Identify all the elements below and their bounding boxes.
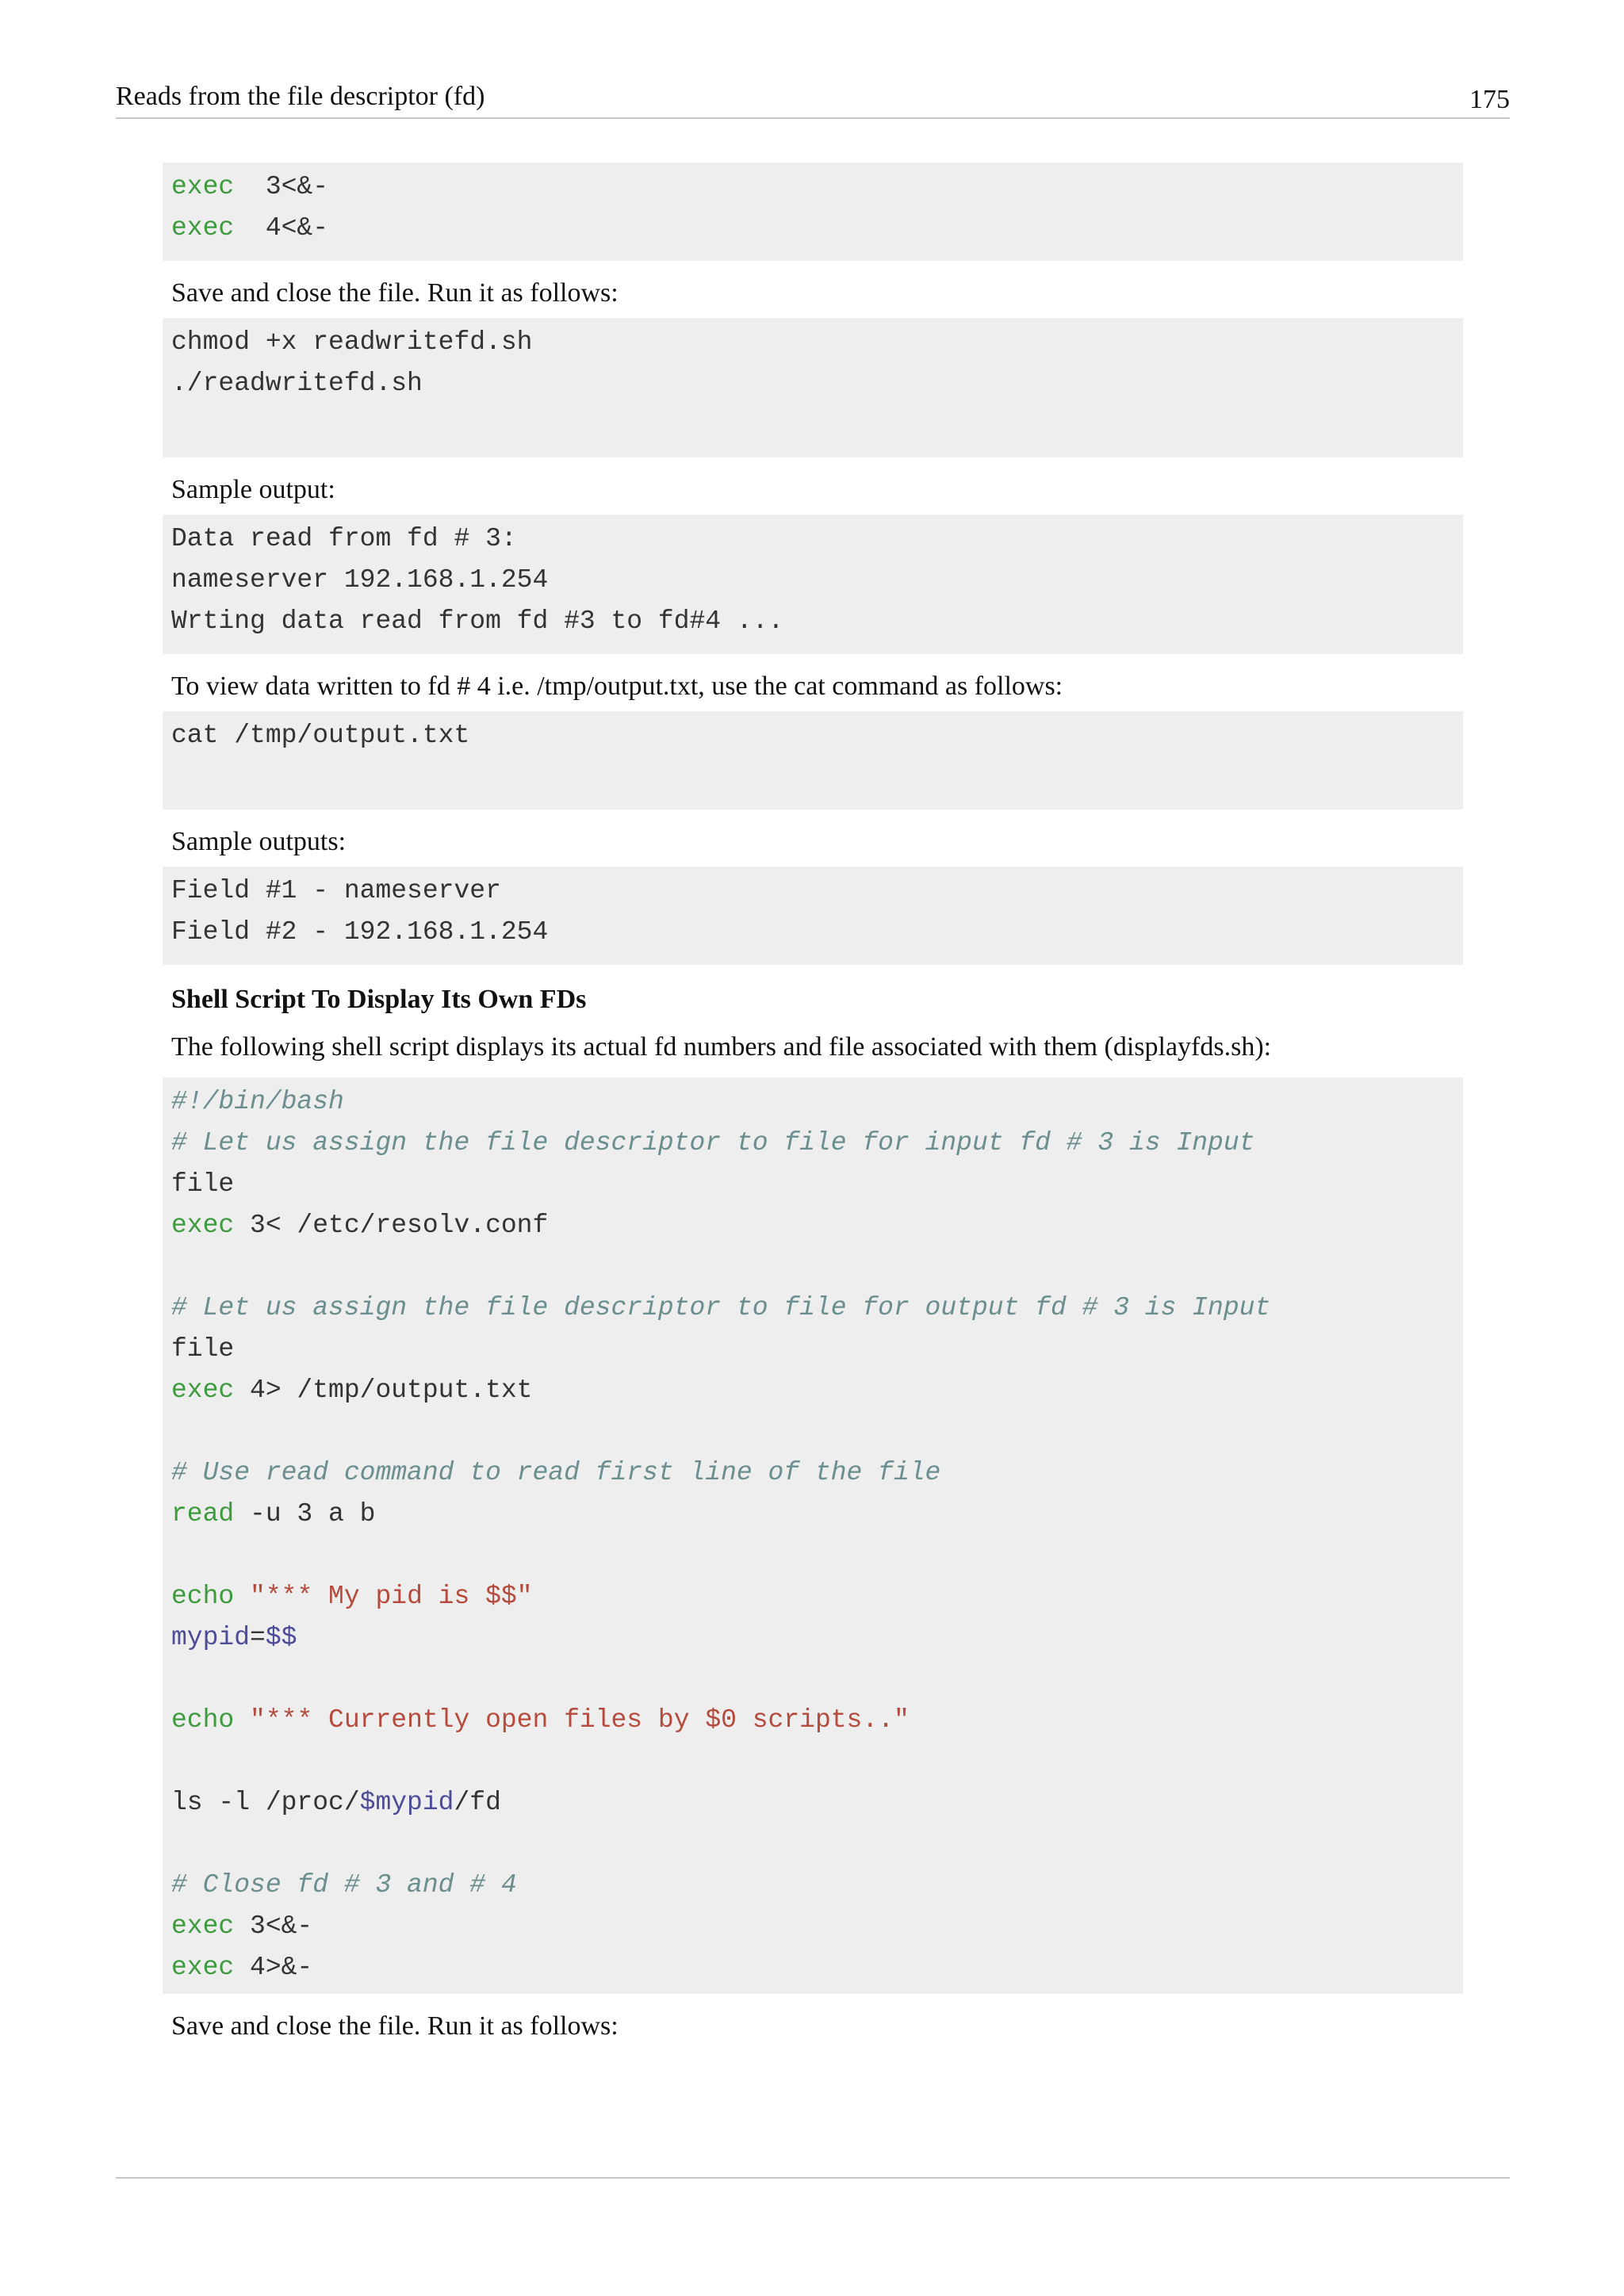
code-comment: #!/bin/bash <box>171 1087 344 1116</box>
code-keyword: exec <box>171 213 235 243</box>
code-text: 3<&- <box>234 1911 313 1941</box>
code-line <box>171 1081 1454 1123</box>
code-text: = <box>250 1623 266 1652</box>
code-text: ./readwritefd.sh <box>171 369 423 398</box>
code-line <box>171 715 1454 756</box>
code-text: 4<&- <box>234 213 329 243</box>
code-text <box>234 1582 250 1611</box>
code-line <box>171 871 1454 912</box>
paragraph-save-close-2: Save and close the file. Run it as follows: <box>171 2011 619 2041</box>
code-block-close-fds <box>163 163 1463 261</box>
code-line <box>171 1411 1454 1452</box>
code-line <box>171 1617 1454 1659</box>
code-line <box>171 1782 1454 1823</box>
code-text: /fd <box>454 1788 501 1817</box>
code-text: 4> /tmp/output.txt <box>234 1376 533 1405</box>
code-string: "*** My pid is $$" <box>250 1582 533 1611</box>
code-line <box>171 1205 1454 1246</box>
code-keyword: echo <box>171 1705 235 1735</box>
code-line <box>171 601 1454 642</box>
code-line <box>171 756 1454 798</box>
code-text: Field #1 - nameserver <box>171 876 501 905</box>
code-line <box>171 1947 1454 1988</box>
footer-rule <box>116 2177 1510 2179</box>
running-header-title: Reads from the file descriptor (fd) <box>116 82 485 111</box>
code-line <box>171 1329 1454 1370</box>
code-line <box>171 1123 1454 1164</box>
code-line <box>171 1370 1454 1411</box>
code-line <box>171 1823 1454 1865</box>
code-line <box>171 404 1454 446</box>
code-block-run-commands <box>163 318 1463 457</box>
code-line <box>171 1700 1454 1741</box>
paragraph-view-data: To view data written to fd # 4 i.e. /tmp/output.txt, use the cat command as follows: <box>171 672 1063 701</box>
code-text: Wrting data read from fd #3 to fd#4 ... <box>171 607 784 636</box>
code-line <box>171 1288 1454 1329</box>
code-keyword: exec <box>171 172 235 201</box>
code-string: "*** Currently open files by $0 scripts.." <box>250 1705 910 1735</box>
code-text: Data read from fd # 3: <box>171 524 517 553</box>
paragraph-script-intro: The following shell script displays its actual fd numbers and file associated with them (displayfds.sh): <box>171 1032 1272 1062</box>
code-line <box>171 166 1454 208</box>
code-text: ls -l /proc/ <box>171 1788 360 1817</box>
code-line <box>171 519 1454 560</box>
code-block-cat-command <box>163 711 1463 809</box>
code-text: file <box>171 1334 235 1364</box>
code-keyword: exec <box>171 1953 235 1982</box>
code-line <box>171 208 1454 249</box>
code-block-sample-output <box>163 515 1463 654</box>
code-text: cat /tmp/output.txt <box>171 721 470 750</box>
code-text: file <box>171 1169 235 1199</box>
code-comment: # Let us assign the file descriptor to file for input fd # 3 is Input <box>171 1128 1255 1158</box>
code-line <box>171 1576 1454 1617</box>
code-line <box>171 912 1454 953</box>
code-line <box>171 1246 1454 1288</box>
code-keyword: exec <box>171 1211 235 1240</box>
paragraph-sample-output: Sample output: <box>171 475 335 504</box>
code-keyword: exec <box>171 1376 235 1405</box>
page-number: 175 <box>1469 85 1510 114</box>
page-content <box>163 163 1463 2051</box>
code-text: nameserver 192.168.1.254 <box>171 565 549 595</box>
code-variable: $$ <box>265 1623 297 1652</box>
code-line <box>171 560 1454 601</box>
code-text: 4>&- <box>234 1953 313 1982</box>
code-variable: $mypid <box>359 1788 454 1817</box>
code-comment: # Let us assign the file descriptor to file for output fd # 3 is Input <box>171 1293 1271 1322</box>
code-line <box>171 1452 1454 1494</box>
code-line <box>171 1865 1454 1906</box>
paragraph-save-close-1: Save and close the file. Run it as follows: <box>171 278 619 308</box>
code-line <box>171 1741 1454 1782</box>
paragraph-sample-outputs: Sample outputs: <box>171 827 347 856</box>
code-text: Field #2 - 192.168.1.254 <box>171 917 549 947</box>
code-keyword: exec <box>171 1911 235 1941</box>
code-text: 3<&- <box>234 172 329 201</box>
code-block-displayfds-script <box>163 1077 1463 1994</box>
code-line <box>171 1659 1454 1700</box>
code-line <box>171 1494 1454 1535</box>
code-line <box>171 322 1454 363</box>
code-comment: # Use read command to read first line of the file <box>171 1458 941 1487</box>
code-text <box>234 1705 250 1735</box>
code-line <box>171 363 1454 404</box>
code-block-field-output <box>163 867 1463 965</box>
section-heading: Shell Script To Display Its Own FDs <box>171 985 587 1014</box>
code-text: chmod +x readwritefd.sh <box>171 327 533 357</box>
code-line <box>171 1164 1454 1205</box>
code-text: -u 3 a b <box>234 1499 376 1529</box>
code-line <box>171 1535 1454 1576</box>
code-keyword: read <box>171 1499 235 1529</box>
code-line <box>171 1906 1454 1947</box>
code-variable: mypid <box>171 1623 251 1652</box>
page-header <box>116 79 1510 119</box>
code-keyword: echo <box>171 1582 235 1611</box>
code-comment: # Close fd # 3 and # 4 <box>171 1870 517 1900</box>
code-text: 3< /etc/resolv.conf <box>234 1211 549 1240</box>
